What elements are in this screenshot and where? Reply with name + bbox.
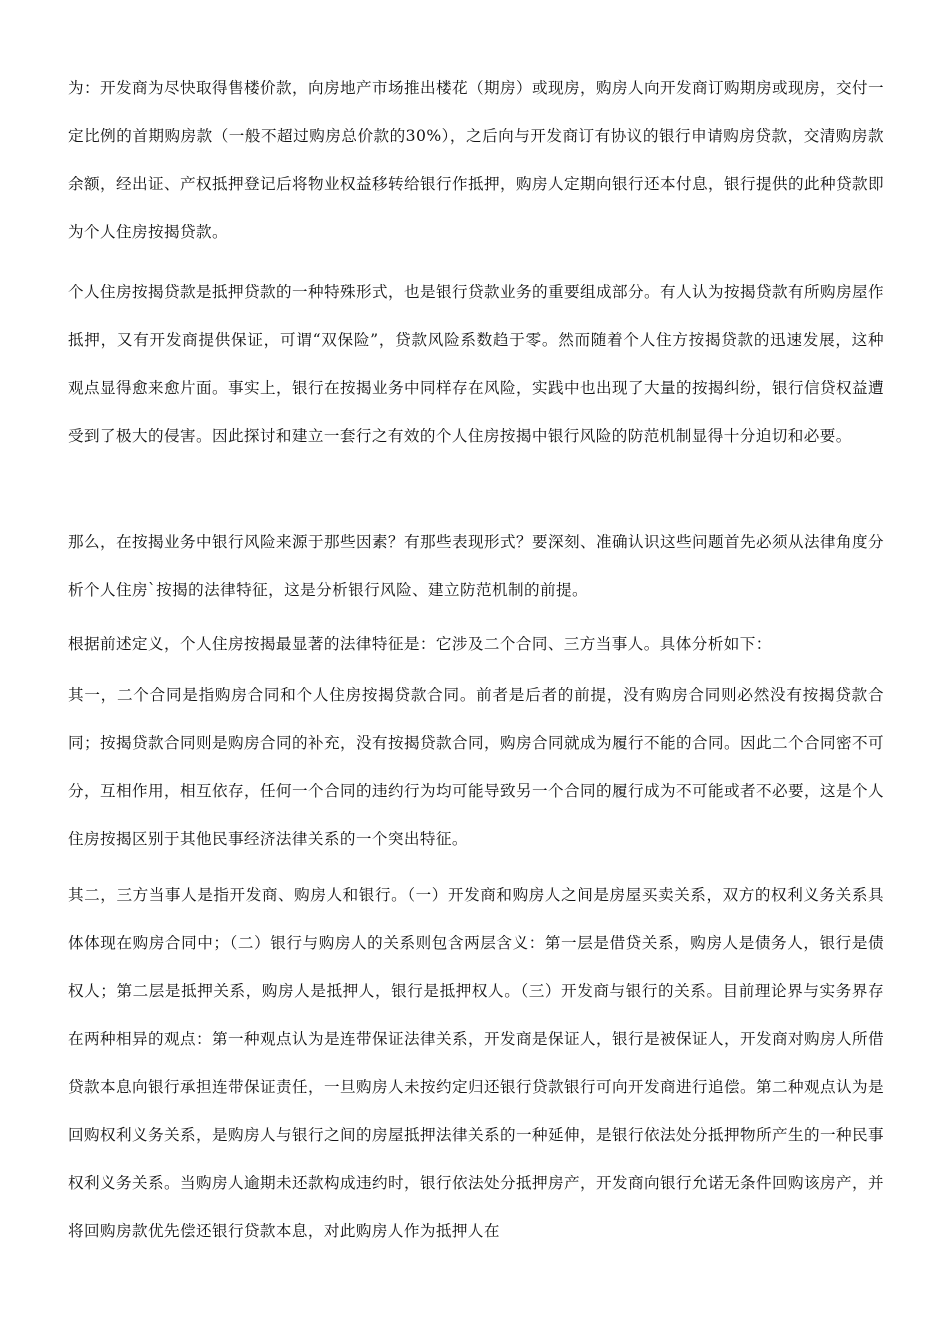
paragraph-three-parties: 其二，三方当事人是指开发商、购房人和银行。（一）开发商和购房人之间是房屋买卖关系，双方的权利义务关系具体体现在购房合同中；（二）银行与购房人的关系则包含两层含义：第一层是借贷关系，购房人是债务人，银行是债权人；第二层是抵押关系，购房人是抵押人，银行是抵押权人。（三）开发商与银行的关系。目前理论界与实务界存在两种相异的观点：第一种观点认为是连带保证法律关系，开发商是保证人，银行是被保证人，开发商对购房人所借贷款本息向银行承担连带保证责任，一旦购房人未按约定归还银行贷款银行可向开发商进行追偿。第二种观点认为是回购权利义务关系，是购房人与银行之间的房屋抵押法律关系的一种延伸，是银行依法处分抵押物所产生的一种民事权利义务关系。当购房人逾期未还款构成违约时，银行依法处分抵押房产，开发商向银行允诺无条件回购该房产，并将回购房款优先偿还银行贷款本息，对此购房人作为抵押人在 (68, 886, 884, 1240)
paragraph-two-contracts: 其一，二个合同是指购房合同和个人住房按揭贷款合同。前者是后者的前提，没有购房合同则必然没有按揭贷款合同；按揭贷款合同则是购房合同的补充，没有按揭贷款合同，购房合同就成为履行不能的合同。因此二个合同密不可分，互相作用，相互依存，任何一个合同的违约行为均可能导致另一个合同的履行成为不可能或者不必要，这是个人住房按揭区别于其他民事经济法律关系的一个突出特征。 (68, 686, 884, 848)
paragraph-mortgage-definition: 为：开发商为尽快取得售楼价款，向房地产市场推出楼花（期房）或现房，购房人向开发商订购期房或现房，交付一定比例的首期购房款（一般不超过购房总价款的30%），之后向与开发商订有协议的银行申请购房贷款，交清购房款余额，经出证、产权抵押登记后将物业权益移转给银行作抵押，购房人定期向银行还本付息，银行提供的此种贷款即为个人住房按揭贷款。 (68, 79, 884, 241)
paragraph-mortgage-risk: 个人住房按揭贷款是抵押贷款的一种特殊形式，也是银行贷款业务的重要组成部分。有人认为按揭贷款有所购房屋作抵押，又有开发商提供保证，可谓“双保险”，贷款风险系数趋于零。然而随着个人住方按揭贷款的迅速发展，这种观点显得愈来愈片面。事实上，银行在按揭业务中同样存在风险，实践中也出现了大量的按揭纠纷，银行信贷权益遭受到了极大的侵害。因此探讨和建立一套行之有效的个人住房按揭中银行风险的防范机制显得十分迫切和必要。 (68, 283, 884, 445)
paragraph-legal-features: 根据前述定义，个人住房按揭最显著的法律特征是：它涉及二个合同、三方当事人。具体分析如下： (68, 635, 772, 653)
paragraph-risk-sources: 那么，在按揭业务中银行风险来源于那些因素？有那些表现形式？要深刻、准确认识这些问题首先必须从法律角度分析个人住房`按揭的法律特征，这是分析银行风险、建立防范机制的前提。 (68, 533, 884, 599)
